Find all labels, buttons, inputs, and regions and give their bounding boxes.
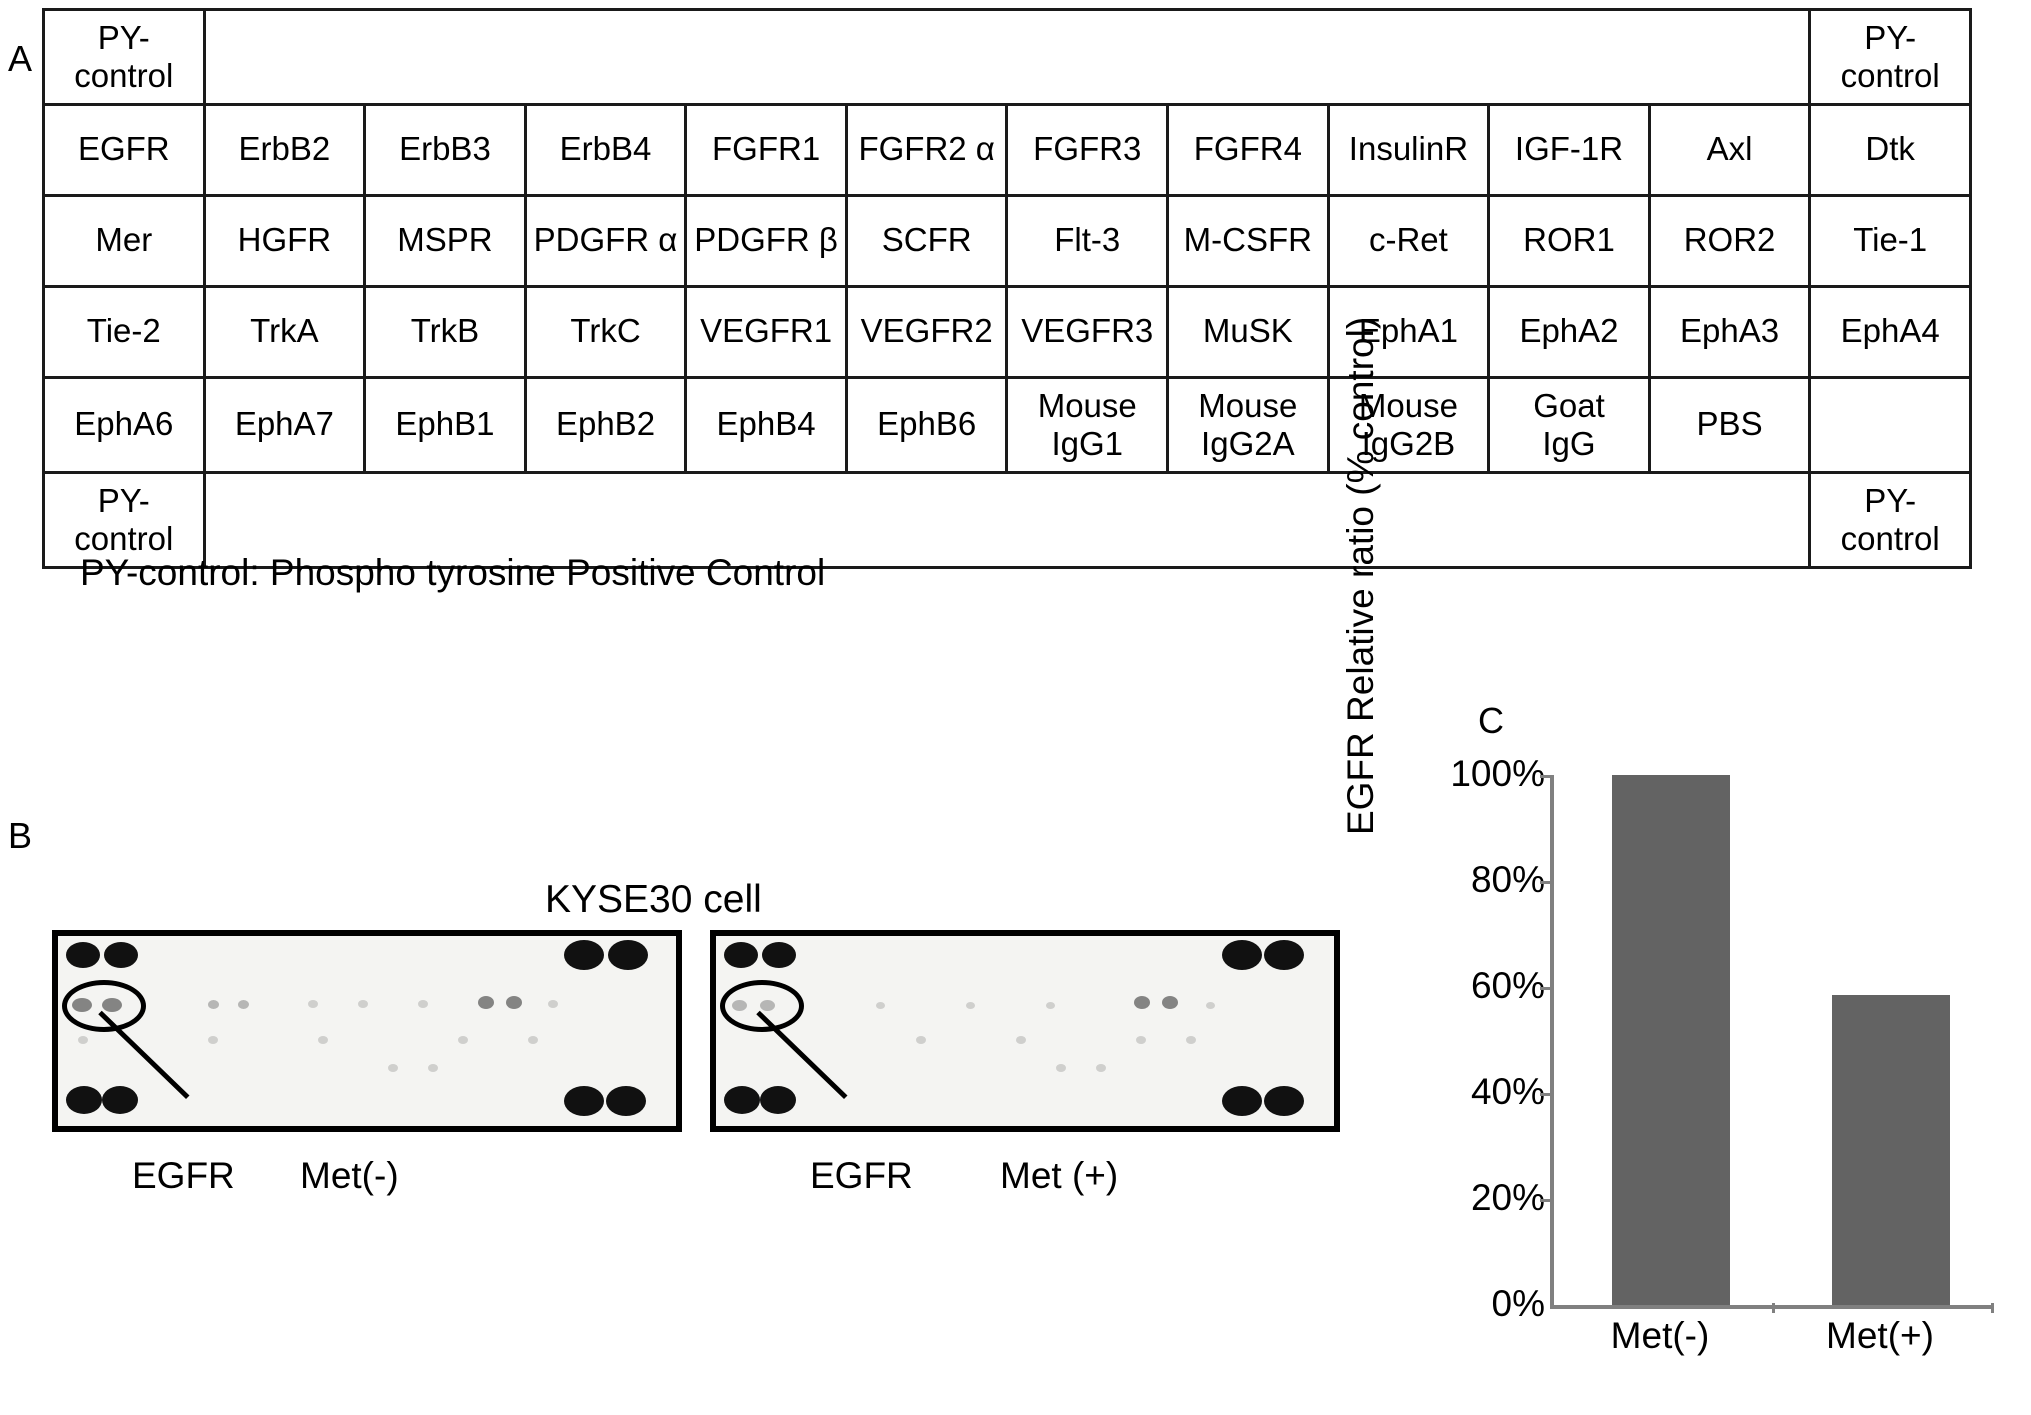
- array-cell: FGFR3: [1007, 104, 1168, 195]
- array-cell: Flt-3: [1007, 195, 1168, 286]
- py-control-top-right: [1810, 10, 1971, 105]
- py-control-spot: [564, 1086, 604, 1116]
- array-spot: [238, 1000, 249, 1009]
- py-control-line1: PY-: [97, 481, 150, 519]
- array-cell: EphA3: [1649, 286, 1810, 377]
- array-spot: [318, 1036, 328, 1044]
- array-cell: Mouse IgG1: [1007, 377, 1168, 472]
- array-spot: [418, 1000, 428, 1008]
- array-cell: SCFR: [846, 195, 1007, 286]
- py-control-top-left: [44, 10, 205, 105]
- array-cell: Mouse IgG2B: [1328, 377, 1489, 472]
- array-cell: PDGFR β: [686, 195, 847, 286]
- array-spot: [1186, 1036, 1196, 1044]
- array-spot: [208, 1000, 219, 1009]
- table-row: [44, 195, 1971, 286]
- array-spot: [1206, 1002, 1215, 1009]
- bar-met-negative: [1612, 775, 1730, 1305]
- table-row: [44, 286, 1971, 377]
- py-control-spot: [66, 942, 100, 968]
- bar-met-positive: [1832, 995, 1950, 1305]
- array-cell: EphB6: [846, 377, 1007, 472]
- array-cell: ROR2: [1649, 195, 1810, 286]
- array-spot: [528, 1036, 538, 1044]
- py-control-spot: [724, 942, 758, 968]
- py-control-line2: control: [1840, 56, 1940, 94]
- blot-image-met-negative: [52, 930, 682, 1132]
- blot-group-title: KYSE30 cell: [545, 878, 762, 921]
- plot-area: [1550, 775, 1994, 1309]
- array-cell: VEGFR1: [686, 286, 847, 377]
- py-control-spot: [724, 1086, 760, 1114]
- array-spot: [1046, 1002, 1055, 1009]
- array-spot: [1136, 1036, 1146, 1044]
- py-control-line2: control: [74, 519, 174, 557]
- array-cell: MSPR: [365, 195, 526, 286]
- array-cell: InsulinR: [1328, 104, 1489, 195]
- y-tick-mark-80: [1540, 881, 1554, 884]
- y-tick-label-40: 40%: [1470, 1071, 1545, 1112]
- egfr-highlight-ellipse-right: [720, 980, 804, 1032]
- x-axis-label-met-positive: Met(+): [1826, 1315, 1934, 1356]
- array-cell: MuSK: [1168, 286, 1329, 377]
- array-spot: [308, 1000, 318, 1008]
- y-tick-label-80: 80%: [1470, 859, 1545, 900]
- array-cell: Tie-1: [1810, 195, 1971, 286]
- array-spot: [1016, 1036, 1026, 1044]
- py-control-spot: [1264, 1086, 1304, 1116]
- py-control-spot: [1222, 940, 1262, 970]
- array-cell: Tie-2: [44, 286, 205, 377]
- y-tick-label-100: 100%: [1450, 753, 1545, 794]
- array-spot: [78, 1036, 88, 1044]
- array-cell: ErbB3: [365, 104, 526, 195]
- array-cell: EphA6: [44, 377, 205, 472]
- array-cell: HGFR: [204, 195, 365, 286]
- array-spot: [1162, 996, 1178, 1009]
- y-tick-mark-60: [1540, 987, 1554, 990]
- x-tick-mid: [1772, 1303, 1775, 1313]
- py-control-spot: [606, 1086, 646, 1116]
- py-control-spot: [762, 942, 796, 968]
- array-spot: [1134, 996, 1150, 1009]
- array-cell: Mouse IgG2A: [1168, 377, 1329, 472]
- py-control-legend: PY-control: Phospho tyrosine Positive Control: [80, 552, 826, 593]
- panel-c-label: C: [1478, 700, 1504, 741]
- array-cell: VEGFR2: [846, 286, 1007, 377]
- array-cell: EphB4: [686, 377, 847, 472]
- panel-b-label: B: [8, 815, 33, 856]
- array-cell: FGFR2 α: [846, 104, 1007, 195]
- array-spot: [916, 1036, 926, 1044]
- array-cell: ROR1: [1489, 195, 1650, 286]
- array-cell: EphA1: [1328, 286, 1489, 377]
- x-tick-right: [1991, 1303, 1994, 1313]
- py-control-line2: control: [1840, 519, 1940, 557]
- array-spot: [548, 1000, 558, 1008]
- array-spot: [388, 1064, 398, 1072]
- array-cell: Goat IgG: [1489, 377, 1650, 472]
- array-spot: [458, 1036, 468, 1044]
- array-cell: M-CSFR: [1168, 195, 1329, 286]
- table-row-header: [44, 10, 1971, 105]
- blank-span-top: [204, 10, 1810, 105]
- py-control-spot: [102, 1086, 138, 1114]
- array-spot: [1096, 1064, 1106, 1072]
- py-control-line1: PY-: [97, 19, 150, 56]
- py-control-spot: [1222, 1086, 1262, 1116]
- array-cell: TrkC: [525, 286, 686, 377]
- array-cell: ErbB4: [525, 104, 686, 195]
- array-cell: EphB1: [365, 377, 526, 472]
- y-tick-mark-100: [1540, 775, 1554, 778]
- array-cell: TrkB: [365, 286, 526, 377]
- condition-label-left: Met(-): [300, 1155, 399, 1196]
- array-cell: FGFR4: [1168, 104, 1329, 195]
- py-control-bottom-right: [1810, 472, 1971, 567]
- egfr-callout-left: EGFR: [132, 1155, 235, 1196]
- array-spot: [506, 996, 522, 1009]
- table-row: [44, 377, 1971, 472]
- py-control-spot: [104, 942, 138, 968]
- py-control-spot: [760, 1086, 796, 1114]
- y-axis-title: EGFR Relative ratio (% control): [1340, 316, 1381, 835]
- array-cell: c-Ret: [1328, 195, 1489, 286]
- array-cell: ErbB2: [204, 104, 365, 195]
- array-cell: VEGFR3: [1007, 286, 1168, 377]
- py-control-spot: [608, 940, 648, 970]
- array-cell: EGFR: [44, 104, 205, 195]
- py-control-line2: control: [74, 56, 174, 94]
- y-tick-label-20: 20%: [1470, 1177, 1545, 1218]
- py-control-line1: PY-: [1864, 481, 1917, 519]
- y-tick-mark-40: [1540, 1093, 1554, 1096]
- rtk-array-map-table: [42, 8, 1972, 569]
- py-control-spot: [564, 940, 604, 970]
- array-spot: [876, 1002, 885, 1009]
- array-spot: [1056, 1064, 1066, 1072]
- array-spot: [208, 1036, 218, 1044]
- egfr-callout-right: EGFR: [810, 1155, 913, 1196]
- array-cell: Dtk: [1810, 104, 1971, 195]
- array-cell: IGF-1R: [1489, 104, 1650, 195]
- array-cell: EphA2: [1489, 286, 1650, 377]
- array-cell: TrkA: [204, 286, 365, 377]
- y-tick-mark-20: [1540, 1199, 1554, 1202]
- array-cell: PBS: [1649, 377, 1810, 472]
- condition-label-right: Met (+): [1000, 1155, 1119, 1196]
- y-tick-label-60: 60%: [1470, 965, 1545, 1006]
- array-spot: [428, 1064, 438, 1072]
- array-spot: [478, 996, 494, 1009]
- egfr-highlight-ellipse-left: [62, 980, 146, 1032]
- array-cell: EphA7: [204, 377, 365, 472]
- array-cell-empty: [1810, 377, 1971, 472]
- py-control-spot: [1264, 940, 1304, 970]
- array-cell: FGFR1: [686, 104, 847, 195]
- table-row: [44, 104, 1971, 195]
- py-control-line1: PY-: [1864, 19, 1917, 56]
- array-cell: PDGFR α: [525, 195, 686, 286]
- panel-a-label: A: [8, 38, 33, 79]
- array-spot: [358, 1000, 368, 1008]
- x-axis-label-met-negative: Met(-): [1610, 1315, 1710, 1356]
- array-cell: Mer: [44, 195, 205, 286]
- array-cell: Axl: [1649, 104, 1810, 195]
- array-cell: EphA4: [1810, 286, 1971, 377]
- array-spot: [966, 1002, 975, 1009]
- y-tick-label-0: 0%: [1491, 1283, 1545, 1324]
- array-cell: EphB2: [525, 377, 686, 472]
- py-control-spot: [66, 1086, 102, 1114]
- blot-image-met-positive: [710, 930, 1340, 1132]
